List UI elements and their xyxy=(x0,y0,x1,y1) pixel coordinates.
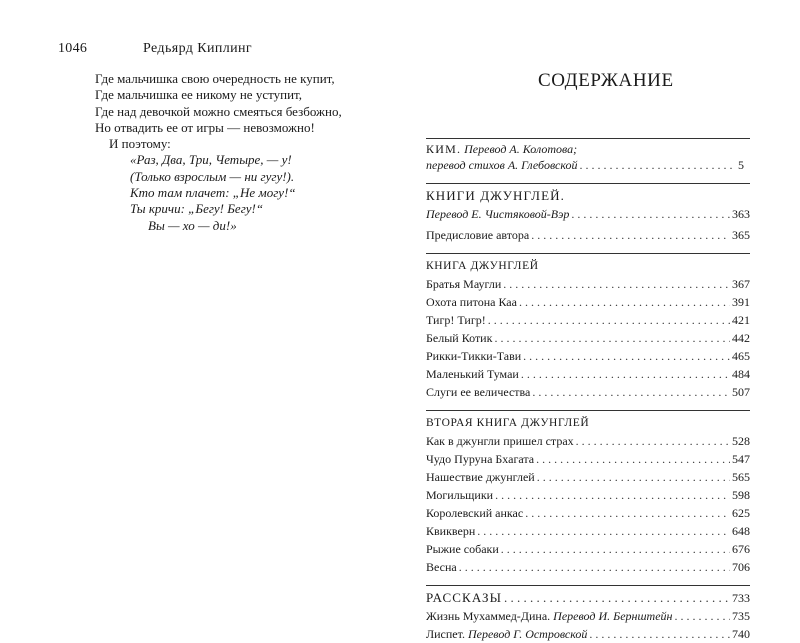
toc-translator: Перевод Е. Чистяковой-Вэр xyxy=(426,207,570,221)
toc-page: 442 xyxy=(732,331,750,345)
toc-row[interactable] xyxy=(426,311,750,329)
toc-row[interactable] xyxy=(426,522,750,540)
toc-page: 391 xyxy=(732,295,750,309)
toc-translator: Перевод Г. Островской xyxy=(467,627,588,641)
toc-page: 363 xyxy=(732,207,750,221)
dot-leader xyxy=(525,504,730,522)
toc-page: 625 xyxy=(732,506,750,520)
toc-page: 484 xyxy=(732,367,750,381)
toc-heading: СОДЕРЖАНИЕ xyxy=(538,70,674,91)
dot-leader xyxy=(501,540,730,558)
toc-title: РАССКАЗЫ xyxy=(426,590,503,605)
toc-title: Маленький Тумаи xyxy=(426,367,519,381)
toc-page: 740 xyxy=(732,627,750,641)
dot-leader xyxy=(521,365,730,383)
toc-title: Квикверн xyxy=(426,524,476,538)
toc-section-heading: ВТОРАЯ КНИГА ДЖУНГЛЕЙ xyxy=(426,417,590,429)
toc-section-heading: КНИГА ДЖУНГЛЕЙ xyxy=(426,260,539,272)
toc-row[interactable] xyxy=(426,625,750,643)
toc-row[interactable] xyxy=(426,187,750,205)
poem-line: И поэтому: xyxy=(109,136,171,152)
poem-line: Где над девочкой можно смеяться безбожно, xyxy=(95,103,342,119)
toc-title: Чудо Пуруна Бхагата xyxy=(426,452,535,466)
poem-line: Вы — хо — ди!» xyxy=(148,217,237,233)
toc-row[interactable] xyxy=(426,293,750,311)
toc-title: КИМ. xyxy=(426,142,462,156)
toc-row[interactable] xyxy=(426,540,750,558)
dot-leader xyxy=(503,275,730,293)
toc-row[interactable] xyxy=(426,142,750,156)
left-page xyxy=(0,0,400,640)
toc-row[interactable] xyxy=(426,558,750,576)
toc-title: Весна xyxy=(426,560,457,574)
toc-title: Лиспет. xyxy=(426,627,465,641)
toc-page: 5 xyxy=(738,158,744,172)
toc-page: 565 xyxy=(732,470,750,484)
dot-leader xyxy=(674,607,730,625)
toc-list-book2 xyxy=(426,432,750,576)
toc-row[interactable] xyxy=(426,589,750,607)
toc-row[interactable] xyxy=(426,329,750,347)
poem-line: Но отвадить ее от игры — невозможно! xyxy=(95,119,315,135)
dot-leader xyxy=(488,311,730,329)
toc-title: Предисловие автора xyxy=(426,228,530,242)
toc-row[interactable] xyxy=(426,504,750,522)
toc-page: 735 xyxy=(732,609,750,623)
poem-line: (Только взрослым — ни гугу!). xyxy=(130,168,295,184)
toc-title: Королевский анкас xyxy=(426,506,524,520)
dot-leader xyxy=(576,432,730,450)
toc-row[interactable] xyxy=(426,205,750,223)
toc-row[interactable] xyxy=(426,468,750,486)
toc-title: Охота питона Каа xyxy=(426,295,517,309)
toc-title: Нашествие джунглей xyxy=(426,470,535,484)
dot-leader xyxy=(495,486,730,504)
toc-page: 706 xyxy=(732,560,750,574)
dot-leader xyxy=(537,468,730,486)
toc-group-jungle-books xyxy=(426,183,750,244)
dot-leader xyxy=(532,383,730,401)
toc-row[interactable] xyxy=(426,432,750,450)
toc-title: Могильщики xyxy=(426,488,494,502)
toc-row[interactable] xyxy=(426,486,750,504)
toc-title: Рыжие собаки xyxy=(426,542,499,556)
toc-group-stories xyxy=(426,585,750,643)
toc-group-book1 xyxy=(426,253,750,401)
dot-leader xyxy=(494,329,730,347)
toc-row[interactable] xyxy=(426,156,750,174)
right-page xyxy=(400,0,800,640)
toc-page: 598 xyxy=(732,488,750,502)
toc-row[interactable] xyxy=(426,275,750,293)
dot-leader xyxy=(579,156,732,174)
toc-title: Рикки-Тикки-Тави xyxy=(426,349,522,363)
dot-leader xyxy=(504,589,730,607)
toc-list-book1 xyxy=(426,275,750,401)
toc-title: КНИГИ ДЖУНГЛЕЙ. xyxy=(426,188,565,203)
poem-line: Ты кричи: „Бегу! Бегу!“ xyxy=(130,201,264,217)
toc-row[interactable] xyxy=(426,226,750,244)
toc-page: 676 xyxy=(732,542,750,556)
dot-leader xyxy=(523,347,730,365)
toc-page: 528 xyxy=(732,434,750,448)
dot-leader xyxy=(571,205,730,223)
toc-title: Слуги ее величества xyxy=(426,385,531,399)
dot-leader xyxy=(531,226,730,244)
toc-list-stories xyxy=(426,607,750,643)
toc-page: 365 xyxy=(732,228,750,242)
dot-leader xyxy=(536,450,730,468)
toc-page: 648 xyxy=(732,524,750,538)
running-head: Редьярд Киплинг xyxy=(143,41,253,56)
toc-title: Жизнь Мухаммед-Дина. xyxy=(426,609,551,623)
dot-leader xyxy=(589,625,730,643)
poem-line: Где мальчишка ее никому не уступит, xyxy=(95,87,302,103)
toc-row[interactable] xyxy=(426,450,750,468)
toc-title: Белый Котик xyxy=(426,331,493,345)
toc-title: Тигр! Тигр! xyxy=(426,313,486,327)
toc-group-book2 xyxy=(426,410,750,576)
toc-group-kim xyxy=(426,138,750,174)
toc-row[interactable] xyxy=(426,347,750,365)
poem-line: Кто там плачет: „Не могу!“ xyxy=(130,185,296,201)
poem-block xyxy=(95,71,342,234)
toc-translator: Перевод И. Бернштейн xyxy=(553,609,673,623)
poem-line: Где мальчишка свою очередность не купит, xyxy=(95,71,335,86)
toc-page: 367 xyxy=(732,277,750,291)
toc-translator: перевод стихов А. Глебовской xyxy=(426,158,578,172)
toc-title: Как в джунгли пришел страх xyxy=(426,434,574,448)
toc-page: 465 xyxy=(732,349,750,363)
poem-line: «Раз, Два, Три, Четыре, — у! xyxy=(130,152,292,168)
toc-page: 547 xyxy=(732,452,750,466)
toc-row[interactable] xyxy=(426,383,750,401)
toc-page: 507 xyxy=(732,385,750,399)
toc-row[interactable] xyxy=(426,607,750,625)
toc-title: Братья Маугли xyxy=(426,277,502,291)
page-number: 1046 xyxy=(58,41,88,56)
dot-leader xyxy=(519,293,730,311)
table-of-contents xyxy=(426,138,750,643)
toc-page: 733 xyxy=(732,591,750,605)
toc-row[interactable] xyxy=(426,365,750,383)
toc-page: 421 xyxy=(732,313,750,327)
dot-leader xyxy=(459,558,730,576)
toc-translator: Перевод А. Колотова; xyxy=(464,142,578,156)
dot-leader xyxy=(477,522,730,540)
